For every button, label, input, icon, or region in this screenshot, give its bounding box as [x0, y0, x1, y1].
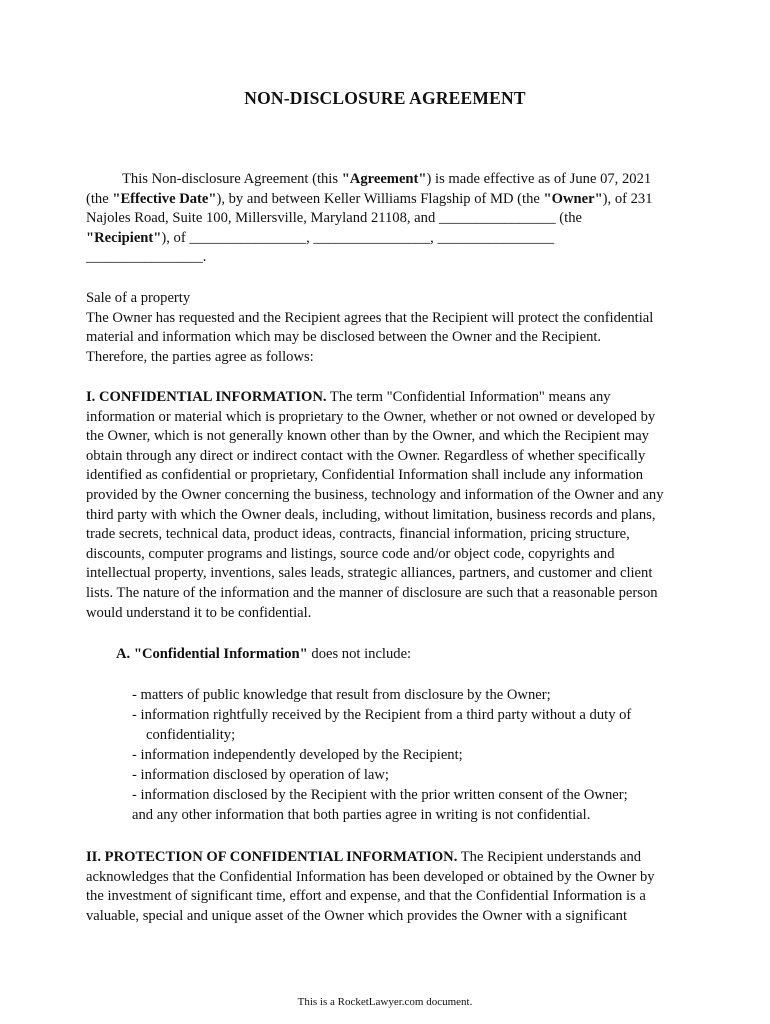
effective-date-term: "Effective Date" [112, 190, 217, 207]
intro-line-3: Najoles Road, Suite 100, Millersville, Maryland 21108, and ________________ (the [86, 210, 582, 227]
intro-text: ), of ________________, ________________, ________________ [161, 229, 555, 246]
section-1-line: third party with which the Owner deals, including, without limitation, business records and plans, [86, 506, 656, 523]
document-title: NON-DISCLOSURE AGREEMENT [244, 88, 526, 108]
list-item: - information disclosed by operation of law; [132, 767, 389, 783]
section-1-line: would understand it to be confidential. [86, 604, 312, 621]
purpose-line: material and information which may be disclosed between the Owner and the Recipient. [86, 329, 602, 346]
list-item: - information rightfully received by the Recipient from a third party without a duty of [132, 707, 632, 723]
section-1-line: intellectual property, inventions, sales leads, strategic alliances, partners, and customer and client [86, 565, 653, 582]
section-2-protection [86, 848, 692, 926]
purpose-line: Therefore, the parties agree as follows: [86, 348, 314, 365]
purpose-line: The Owner has requested and the Recipient agrees that the Recipient will protect the confidential [86, 309, 654, 326]
section-2-text: The Recipient understands and [457, 849, 642, 865]
intro-text: This Non-disclosure Agreement (this [122, 171, 342, 187]
exclusions-closing: and any other information that both parties agree in writing is not confidential. [132, 807, 591, 823]
intro-text: (the [86, 190, 113, 207]
intro-text: ) is made effective as of June 07, 2021 [426, 171, 652, 187]
purpose-line: Sale of a property [86, 290, 191, 306]
intro-line-5: ________________. [86, 249, 207, 266]
section-1-first-line [86, 388, 692, 408]
section-1-confidential-information [86, 388, 692, 623]
section-1-text: The term "Confidential Information" means any [326, 389, 611, 405]
section-1-line: obtain through any direct or indirect contact with the Owner. Regardless of whether specifically [86, 447, 646, 464]
intro-line-4 [86, 229, 692, 249]
document-footer: This is a RocketLawyer.com document. [297, 996, 473, 1008]
subsection-a-line [116, 645, 676, 665]
section-1-line: discounts, computer programs and listings, source code and/or object code, copyrights and [86, 545, 615, 562]
section-1-line: lists. The nature of the information and the manner of disclosure are such that a reasonable person [86, 584, 658, 601]
subsection-a-text: does not include: [307, 646, 412, 662]
subsection-a [116, 645, 676, 665]
section-2-first-line [86, 848, 692, 868]
exclusions-list [132, 685, 692, 825]
section-1-line: identified as confidential or proprietary, Confidential Information shall include any information [86, 467, 644, 484]
section-2-line: acknowledges that the Confidential Information has been developed or obtained by the Owner by [86, 868, 655, 885]
owner-term: "Owner" [543, 190, 603, 207]
agreement-term: "Agreement" [341, 171, 427, 187]
intro-text: ), by and between Keller Williams Flagship of MD (the [216, 190, 544, 207]
subsection-a-heading: A. "Confidential Information" [116, 646, 308, 662]
intro-line-1 [86, 170, 692, 190]
section-2-heading: II. PROTECTION OF CONFIDENTIAL INFORMATION. [86, 849, 458, 865]
intro-line-2 [86, 190, 692, 210]
section-1-line: provided by the Owner concerning the business, technology and information of the Owner and any [86, 486, 664, 503]
list-item: - matters of public knowledge that result from disclosure by the Owner; [132, 687, 551, 703]
section-1-line: trade secrets, technical data, product ideas, contracts, financial information, pricing structure, [86, 526, 630, 543]
recipient-term: "Recipient" [86, 229, 162, 246]
list-item: - information disclosed by the Recipient with the prior written consent of the Owner; [132, 787, 628, 803]
purpose-paragraph [86, 289, 692, 367]
list-item: - information independently developed by the Recipient; [132, 747, 463, 763]
intro-paragraph [86, 170, 692, 268]
section-1-heading: I. CONFIDENTIAL INFORMATION. [86, 389, 327, 405]
list-item-continuation: confidentiality; [146, 727, 236, 743]
section-2-line: the investment of significant time, effort and expense, and that the Confidential Information is a [86, 888, 646, 905]
section-1-line: the Owner, which is not generally known other than by the Owner, and which the Recipient may [86, 428, 649, 445]
section-2-line: valuable, special and unique asset of the Owner which provides the Owner with a significant [86, 907, 628, 924]
intro-text: ), of 231 [602, 190, 653, 207]
section-1-line: information or material which is proprietary to the Owner, whether or not owned or developed by [86, 408, 656, 425]
